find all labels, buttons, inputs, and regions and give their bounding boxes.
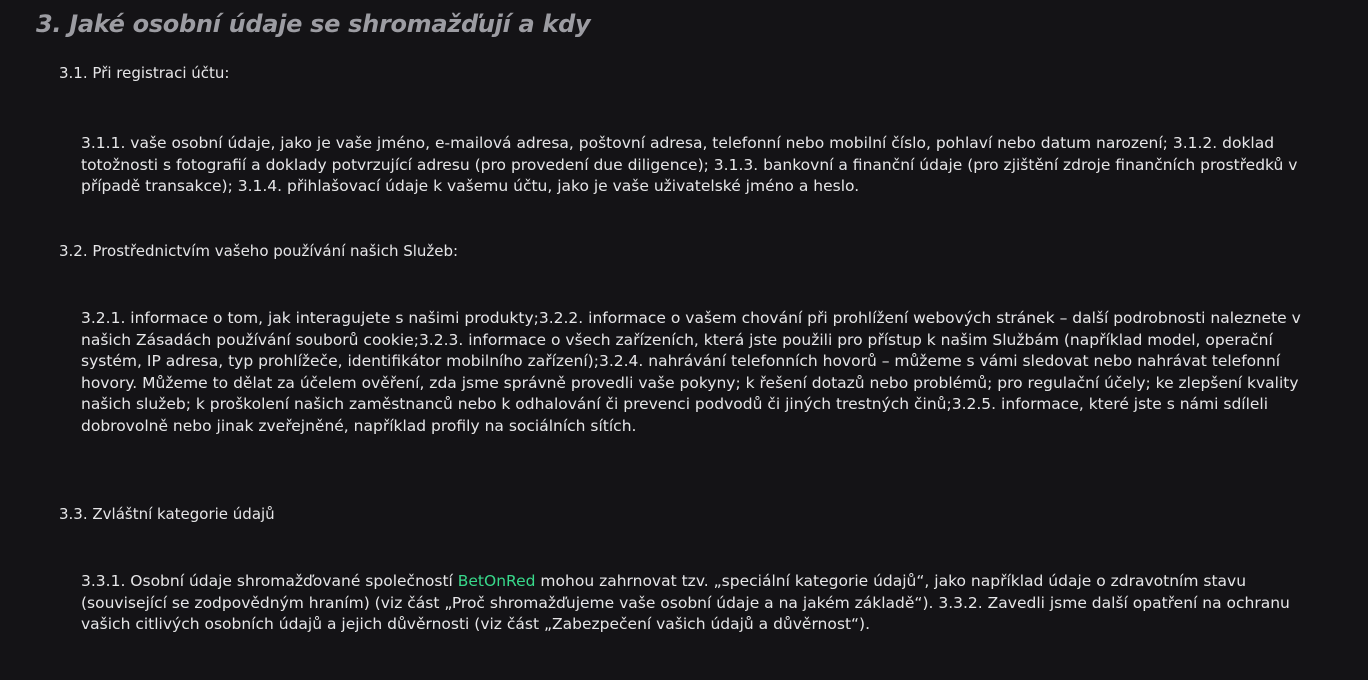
- section-heading-3-3: 3.3. Zvláštní kategorie údajů: [59, 505, 275, 523]
- paragraph-text-after-link: mohou zahrnovat tzv. „speciální kategorie údajů“, jako například údaje o zdravotním stavu (související se zodpovědným hraním) (viz část „Proč shromažďujeme vaše osobní údaje a na jakém základě“). 3.3.2. Zavedli jsme další opatření na ochranu vašich citlivých osobních údajů a jejich důvěrnosti (viz část „Zabezpečení vašich údajů a důvěrnost“).: [81, 572, 1290, 633]
- section-heading-3-2: 3.2. Prostřednictvím vašeho používání našich Služeb:: [59, 242, 459, 260]
- page-title: 3. Jaké osobní údaje se shromažďují a kdy: [36, 10, 591, 38]
- section-heading-3-1: 3.1. Při registraci účtu:: [59, 64, 230, 82]
- section-paragraph-3-3: [81, 571, 1311, 636]
- paragraph-text-before-link: 3.3.1. Osobní údaje shromažďované společností: [81, 572, 458, 590]
- section-paragraph-3-1: 3.1.1. vaše osobní údaje, jako je vaše jméno, e-mailová adresa, poštovní adresa, telefonní nebo mobilní číslo, pohlaví nebo datum narození; 3.1.2. doklad totožnosti s fotografií a doklady potvrzující adresu (pro provedení due diligence); 3.1.3. bankovní a finanční údaje (pro zjištění zdroje finančních prostředků v případě transakce); 3.1.4. přihlašovací údaje k vašemu účtu, jako je vaše uživatelské jméno a heslo.: [81, 134, 1298, 195]
- section-paragraph-3-2: 3.2.1. informace o tom, jak interagujete s našimi produkty;3.2.2. informace o vašem chování při prohlížení webových stránek – další podrobnosti naleznete v našich Zásadách používání souborů cookie;3.2.3. informace o všech zařízeních, která jste použili pro přístup k našim Službám (například model, operační systém, IP adresa, typ prohlížeče, identifikátor mobilního zařízení);3.2.4. nahrávání telefonních hovorů – můžeme s vámi sledovat nebo nahrávat telefonní hovory. Můžeme to dělat za účelem ověření, zda jsme správně provedli vaše pokyny; k řešení dotazů nebo problémů; pro regulační účely; ke zlepšení kvality našich služeb; k proškolení našich zaměstnanců nebo k odhalování či prevenci podvodů či jiných trestných činů;3.2.5. informace, které jste s námi sdíleli dobrovolně nebo jinak zveřejněné, například profily na sociálních sítích.: [81, 309, 1301, 435]
- betonred-link[interactable]: BetOnRed: [457, 572, 536, 590]
